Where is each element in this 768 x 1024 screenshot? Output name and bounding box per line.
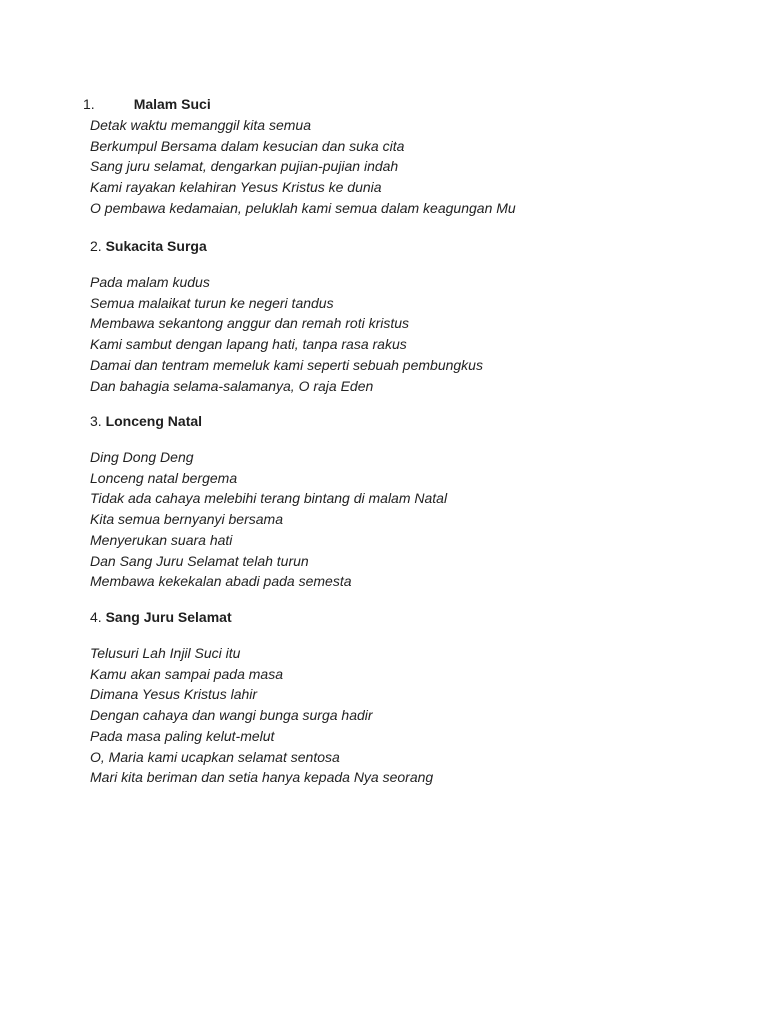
verse-line: Dimana Yesus Kristus lahir xyxy=(90,686,258,703)
poem-title: Sang Juru Selamat xyxy=(105,609,232,625)
verse-line: Pada masa paling kelut-melut xyxy=(90,727,275,744)
poem-title: Lonceng Natal xyxy=(105,413,203,429)
poem-title: Sukacita Surga xyxy=(105,238,207,254)
verse-line: Ding Dong Deng xyxy=(90,449,194,465)
poem-verse xyxy=(90,447,447,592)
verse-line: Kamu akan sampai pada masa xyxy=(90,665,283,682)
poem-heading xyxy=(90,236,207,256)
verse-line: Kita semua bernyanyi bersama xyxy=(90,511,283,528)
verse-line: Sang juru selamat, dengarkan pujian-pujian indah xyxy=(90,158,399,175)
verse-line: Menyerukan suara hati xyxy=(90,531,233,548)
verse-line: Kami rayakan kelahiran Yesus Kristus ke dunia xyxy=(90,179,382,196)
verse-line: Tidak ada cahaya melebihi terang bintang di malam Natal xyxy=(90,490,448,507)
poem-title: Malam Suci xyxy=(133,96,211,112)
verse-line: Semua malaikat turun ke negeri tandus xyxy=(90,294,334,311)
poem-verse xyxy=(90,272,483,396)
poem-number: 3. xyxy=(90,413,102,429)
verse-line: Kami sambut dengan lapang hati, tanpa rasa rakus xyxy=(90,336,407,353)
verse-line: Lonceng natal bergema xyxy=(90,469,238,486)
poem-heading xyxy=(90,607,232,627)
verse-line: Detak waktu memanggil kita semua xyxy=(90,117,311,133)
verse-line: O pembawa kedamaian, peluklah kami semua dalam keagungan Mu xyxy=(90,199,516,216)
poem-verse xyxy=(90,643,433,788)
verse-line: Pada malam kudus xyxy=(90,274,210,290)
verse-line: O, Maria kami ucapkan selamat sentosa xyxy=(90,748,340,765)
poem-number: 1. xyxy=(83,96,95,112)
poem-heading xyxy=(90,411,202,431)
verse-line: Membawa sekantong anggur dan remah roti kristus xyxy=(90,315,410,332)
poem-verse xyxy=(90,115,516,219)
verse-line: Dengan cahaya dan wangi bunga surga hadir xyxy=(90,707,373,724)
verse-line: Membawa kekekalan abadi pada semesta xyxy=(90,573,352,590)
poem-number: 2. xyxy=(90,238,102,254)
verse-line: Mari kita beriman dan setia hanya kepada Nya seorang xyxy=(90,769,434,786)
verse-line: Dan bahagia selama-salamanya, O raja Eden xyxy=(90,377,374,394)
poem-heading xyxy=(83,94,211,114)
verse-line: Telusuri Lah Injil Suci itu xyxy=(90,645,241,661)
poem-number: 4. xyxy=(90,609,102,625)
verse-line: Dan Sang Juru Selamat telah turun xyxy=(90,552,309,569)
verse-line: Berkumpul Bersama dalam kesucian dan suka cita xyxy=(90,137,405,154)
verse-line: Damai dan tentram memeluk kami seperti sebuah pembungkus xyxy=(90,356,483,373)
